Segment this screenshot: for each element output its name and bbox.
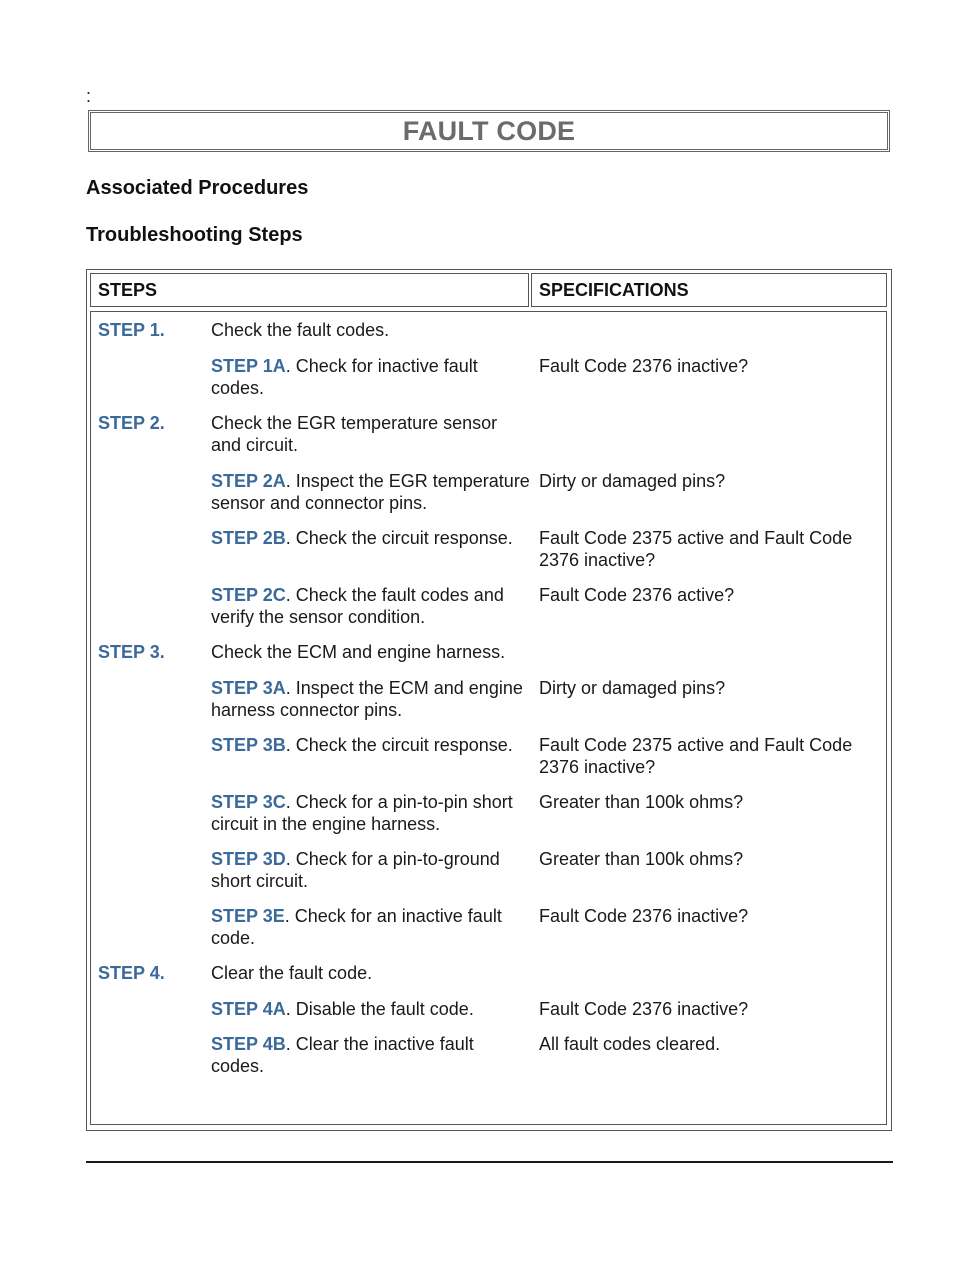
substep-text: . Check the circuit response. [285, 735, 513, 755]
step-description [211, 470, 531, 514]
step-number [91, 998, 211, 1020]
table-row [91, 584, 886, 628]
step-description [211, 848, 531, 892]
step-specification: Fault Code 2376 active? [539, 585, 735, 605]
step-number [91, 355, 211, 399]
substep-number: STEP 2C [211, 585, 286, 605]
associated-procedures-heading: Associated Procedures [86, 177, 309, 199]
step-specification [531, 319, 887, 341]
substep-number: STEP 1A [211, 356, 286, 376]
step-number: STEP 3. [98, 642, 165, 662]
step-description [211, 641, 531, 663]
page-title: FAULT CODE [402, 115, 576, 146]
table-row [91, 355, 886, 399]
step-specification: Greater than 100k ohms? [539, 792, 744, 812]
step-number [91, 791, 211, 835]
header-specifications: SPECIFICATIONS [531, 273, 887, 307]
table-row [91, 677, 886, 721]
substep-number: STEP 3E [211, 906, 285, 926]
step-specification: Fault Code 2376 inactive? [539, 356, 749, 376]
substep-text: . Check for inactive fault codes. [211, 356, 478, 398]
step-number [91, 584, 211, 628]
step-specification [531, 641, 887, 663]
table-row [91, 319, 886, 341]
step-number [91, 470, 211, 514]
table-row [91, 734, 886, 778]
table-row [91, 412, 886, 456]
step-description [211, 527, 531, 571]
table-row [91, 1033, 886, 1077]
substep-text: . Check the fault codes and verify the sensor condition. [211, 585, 504, 627]
substep-number: STEP 3A [211, 678, 286, 698]
step-specification: Dirty or damaged pins? [539, 678, 726, 698]
step-number [91, 905, 211, 949]
substep-text: . Clear the inactive fault codes. [211, 1034, 474, 1076]
substep-number: STEP 3B [211, 735, 286, 755]
table-row [91, 641, 886, 663]
step-number: STEP 4. [98, 963, 165, 983]
step-text: Check the ECM and engine harness. [211, 642, 506, 662]
step-number [91, 527, 211, 571]
footer-divider [86, 1161, 893, 1163]
step-specification: All fault codes cleared. [539, 1034, 721, 1054]
step-number: STEP 1. [98, 320, 165, 340]
substep-text: . Check for a pin-to-pin short circuit in the engine harness. [211, 792, 513, 834]
step-specification: Greater than 100k ohms? [539, 849, 744, 869]
step-specification: Fault Code 2375 active and Fault Code 2376 inactive? [539, 528, 853, 570]
step-number [91, 734, 211, 778]
substep-text: . Disable the fault code. [285, 999, 474, 1019]
table-row [91, 848, 886, 892]
table-row [91, 905, 886, 949]
troubleshooting-steps-heading: Troubleshooting Steps [86, 224, 303, 246]
step-description [211, 412, 531, 456]
step-specification: Dirty or damaged pins? [539, 471, 726, 491]
table-row [91, 527, 886, 571]
step-specification: Fault Code 2376 inactive? [539, 906, 749, 926]
table-row [91, 470, 886, 514]
substep-text: . Inspect the EGR temperature sensor and connector pins. [211, 471, 530, 513]
step-description [211, 734, 531, 778]
header-steps: STEPS [90, 273, 529, 307]
step-description [211, 905, 531, 949]
substep-number: STEP 3C [211, 792, 286, 812]
step-specification [531, 962, 887, 984]
title-box [88, 110, 890, 152]
table-rows [91, 312, 886, 1090]
step-description [211, 355, 531, 399]
step-description [211, 998, 531, 1020]
troubleshooting-table [86, 269, 892, 1131]
substep-text: . Inspect the ECM and engine harness connector pins. [211, 678, 523, 720]
step-description [211, 584, 531, 628]
step-text: Clear the fault code. [211, 963, 373, 983]
step-number: STEP 2. [98, 413, 165, 433]
substep-number: STEP 4B [211, 1034, 286, 1054]
page-marker: : [86, 86, 92, 106]
substep-text: . Check for an inactive fault code. [211, 906, 502, 948]
substep-number: STEP 2A [211, 471, 286, 491]
step-description [211, 677, 531, 721]
step-number [91, 1033, 211, 1077]
step-text: Check the fault codes. [211, 320, 390, 340]
step-text: Check the EGR temperature sensor and circuit. [211, 413, 498, 455]
substep-number: STEP 3D [211, 849, 286, 869]
substep-text: . Check for a pin-to-ground short circuit. [211, 849, 500, 891]
step-description [211, 791, 531, 835]
substep-text: . Check the circuit response. [285, 528, 513, 548]
table-row [91, 791, 886, 835]
step-description [211, 1033, 531, 1077]
step-description [211, 319, 531, 341]
table-body [90, 311, 887, 1125]
substep-number: STEP 4A [211, 999, 286, 1019]
step-description [211, 962, 531, 984]
table-row [91, 962, 886, 984]
step-specification [531, 412, 887, 456]
step-number [91, 677, 211, 721]
substep-number: STEP 2B [211, 528, 286, 548]
step-number [91, 848, 211, 892]
step-specification: Fault Code 2376 inactive? [539, 999, 749, 1019]
table-row [91, 998, 886, 1020]
step-specification: Fault Code 2375 active and Fault Code 2376 inactive? [539, 735, 853, 777]
